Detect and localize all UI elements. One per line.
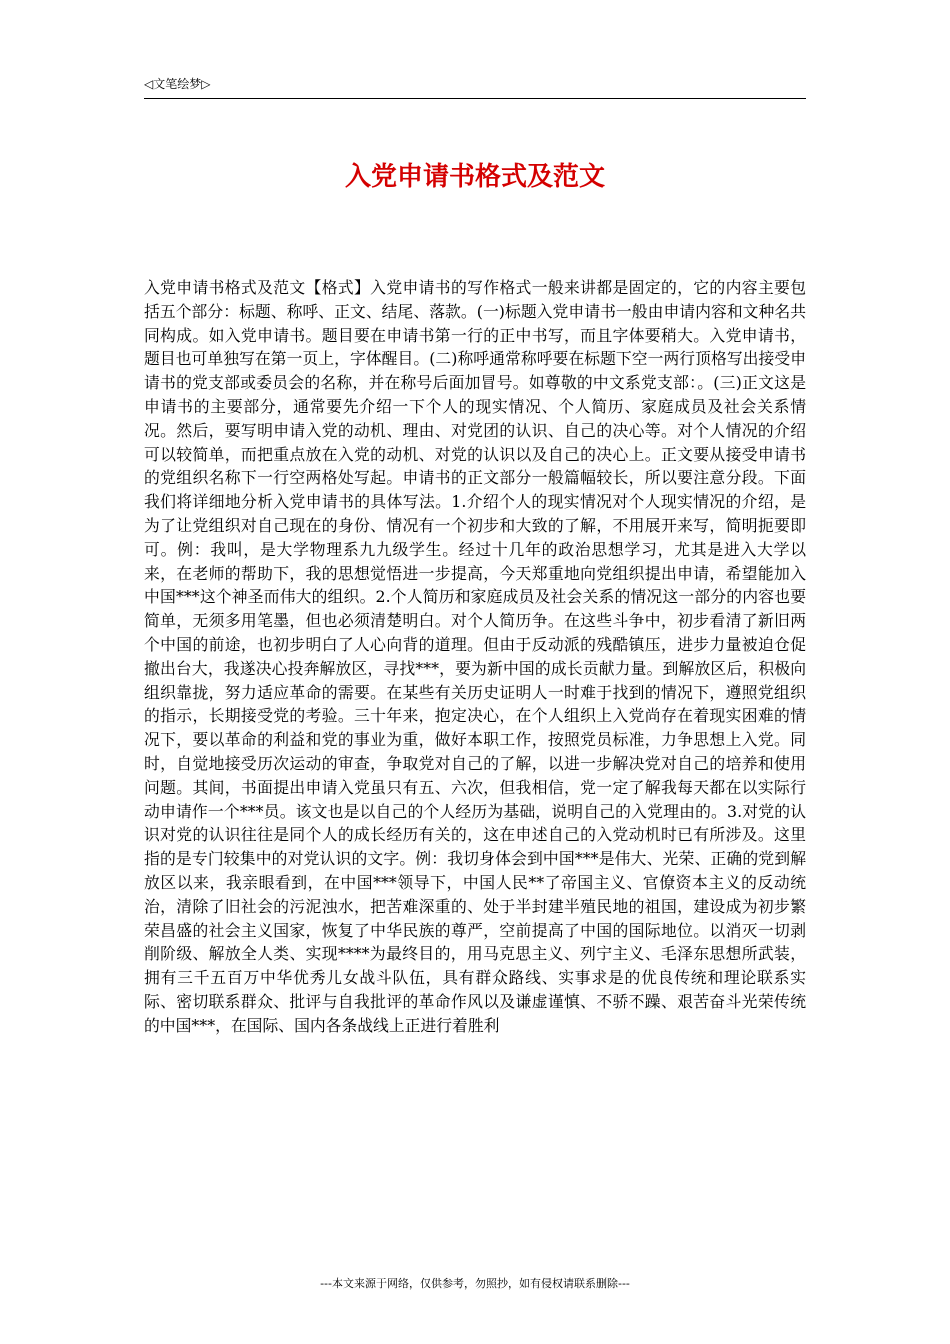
page-header — [144, 74, 806, 99]
document-title: 入党申请书格式及范文 — [344, 162, 605, 192]
document-body: 入党申请书格式及范文【格式】入党申请书的写作格式一般来讲都是固定的，它的内容主要包括五个部分：标题、称呼、正文、结尾、落款。(一)标题入党申请书一般由申请内容和文种名共同构成。如入党申请书。题目要在申请书第一行的正中书写，而且字体要稍大。入党申请书，题目也可单独写在第一页上，字体醒目。(二)称呼通常称呼要在标题下空一两行顶格写出接受申请书的党支部或委员会的名称，并在称号后面加冒号。如尊敬的中文系党支部：。(三)正文这是申请书的主要部分，通常要先介绍一下个人的现实情况、个人简历、家庭成员及社会关系情况。然后，要写明申请入党的动机、理由、对党团的认识、自己的决心等。对个人情况的介绍可以较简单，而把重点放在入党的动机、对党的认识以及自己的决心上。正文要从接受申请书的党组织名称下一行空两格处写起。申请书的正文部分一般篇幅较长，所以要注意分段。下面我们将详细地分析入党申请书的具体写法。1.介绍个人的现实情况对个人现实情况的介绍，是为了让党组织对自己现在的身份、情况有一个初步和大致的了解，不用展开来写，简明扼要即可。例：我叫，是大学物理系九九级学生。经过十几年的政治思想学习，尤其是进入大学以来，在老师的帮助下，我的思想觉悟进一步提高，今天郑重地向党组织提出申请，希望能加入中国***这个神圣而伟大的组织。2.个人简历和家庭成员及社会关系的情况这一部分的内容也要简单，无须多用笔墨，但也必须清楚明白。对个人简历争。在这些斗争中，初步看清了新旧两个中国的前途，也初步明白了人心向背的道理。但由于反动派的残酷镇压，进步力量被迫仓促撤出台大，我遂决心投奔解放区，寻找***，要为新中国的成长贡献力量。到解放区后，积极向组织靠拢，努力适应革命的需要。在某些有关历史证明人一时难于找到的情况下，遵照党组织的指示，长期接受党的考验。三十年来，抱定决心，在个人组织上入党尚存在着现实困难的情况下，要以革命的利益和党的事业为重，做好本职工作，按照党员标准，力争思想上入党。同时，自觉地接受历次运动的审查，争取党对自己的了解，以进一步解决党对自己的培养和使用问题。其间，书面提出申请入党虽只有五、六次，但我相信，党一定了解我每天都在以实际行动申请作一个***员。该文也是以自己的个人经历为基础，说明自己的入党理由的。3.对党的认识对党的认识往往是同个人的成长经历有关的，这在申述自己的入党动机时已有所涉及。这里指的是专门较集中的对党认识的文字。例：我切身体会到中国***是伟大、光荣、正确的党到解放区以来，我亲眼看到，在中国***领导下，中国人民**了帝国主义、官僚资本主义的反动统治，清除了旧社会的污泥浊水，把苦难深重的、处于半封建半殖民地的祖国，建设成为初步繁荣昌盛的社会主义国家，恢复了中华民族的尊严，空前提高了中国的国际地位。以消灭一切剥削阶级、解放全人类、实现****为最终目的，用马克思主义、列宁主义、毛泽东思想所武装，拥有三千五百万中华优秀儿女战斗队伍，具有群众路线、实事求是的优良传统和理论联系实际、密切联系群众、批评与自我批评的革命作风以及谦虚谨慎、不骄不躁、艰苦奋斗光荣传统的中国***，在国际、国内各条战线上正进行着胜利 — [144, 278, 806, 1035]
header-brand: ◁文笔绘梦▷ — [144, 77, 211, 91]
page-footer: ---本文来源于网络，仅供参考，勿照抄，如有侵权请联系删除--- — [320, 1277, 630, 1290]
